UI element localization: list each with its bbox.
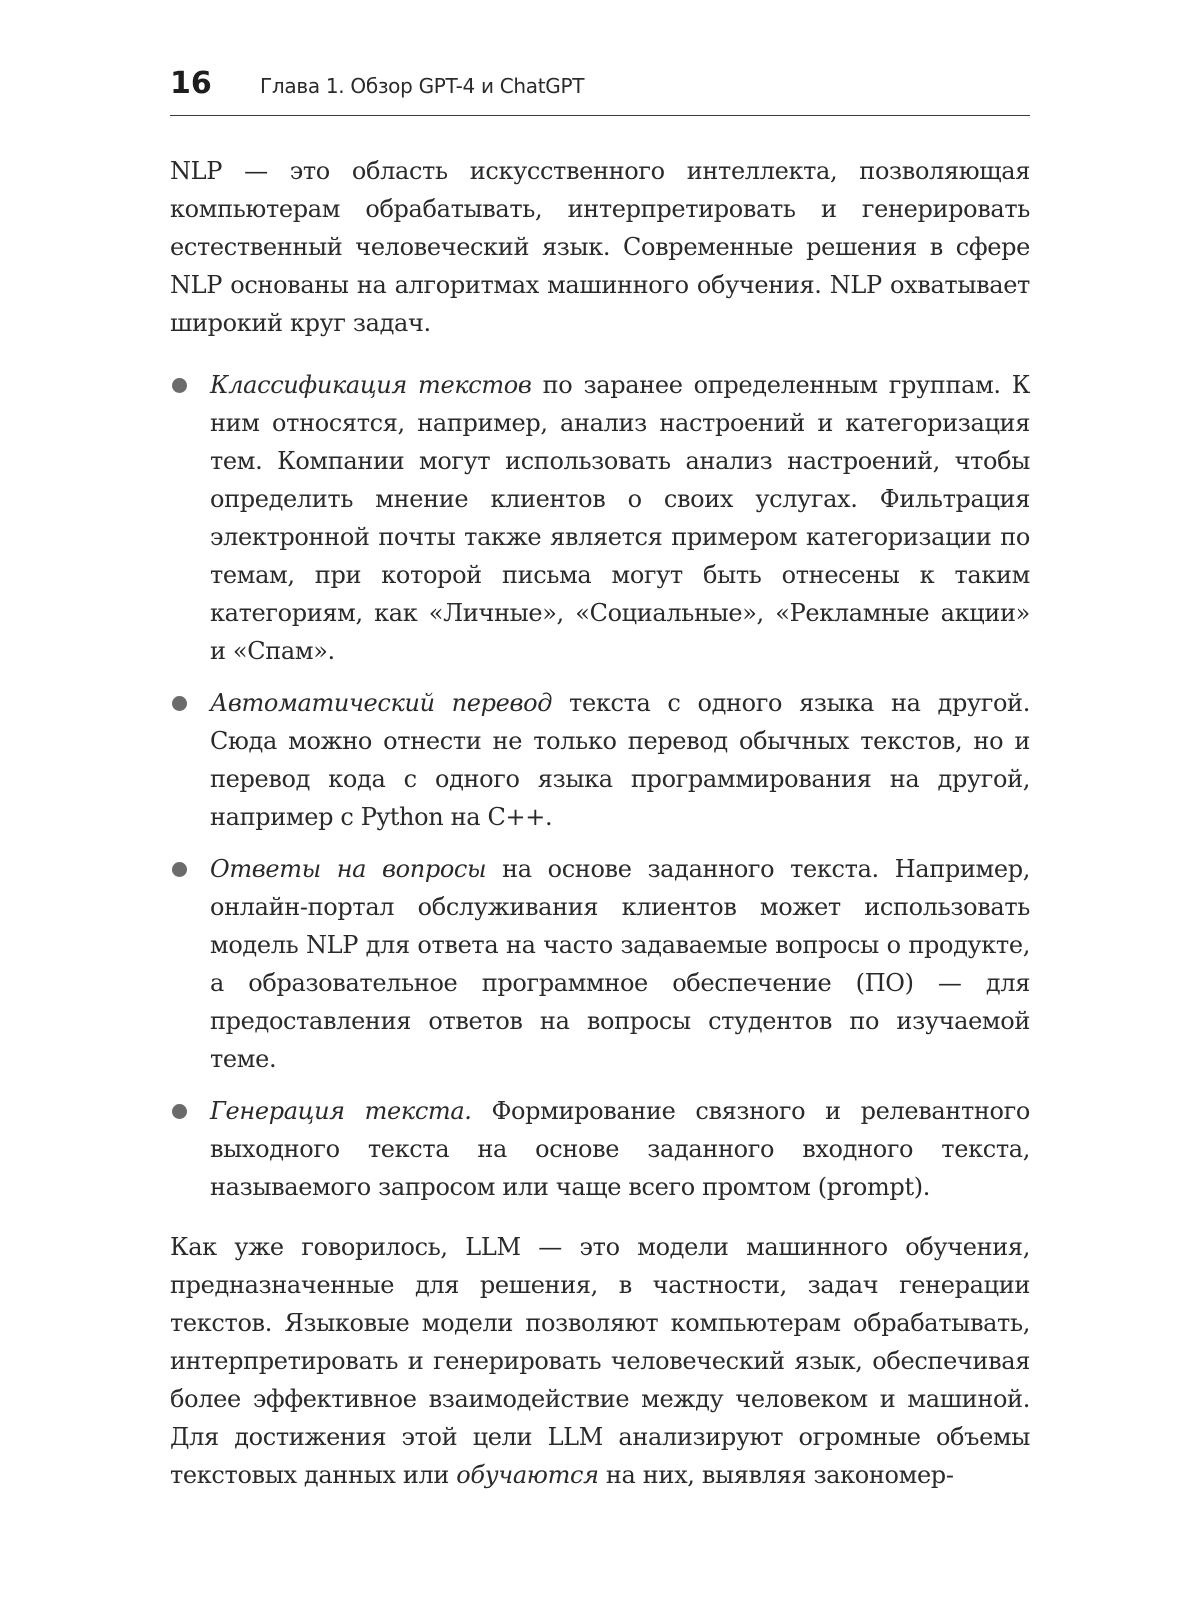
bullet-icon [172,862,187,877]
bullet-icon [172,696,187,711]
intro-paragraph: NLP — это область искусственного интеллекта, позволяющая компьютерам обрабатывать, интерпретировать и генерировать естественный человеческий язык. Современные решения в сфере NLP основаны на алгоритмах машинного обучения. NLP охватывает широкий круг задач. [170,157,1030,337]
task-list [170,366,1030,1206]
list-item-text: на основе заданного текста. Например, онлайн-портал обслуживания клиентов может использовать модель NLP для ответа на часто задаваемые вопросы о продукте, а образовательное программное обеспечение (ПО) — для предоставления ответов на вопросы студентов по изучаемой теме. [210,855,1031,1073]
outro-emphasis: обучаются [456,1461,599,1489]
page-header [170,66,1030,116]
list-item-term: Автоматический перевод [210,689,553,717]
outro-text-before: Как уже говорилось, LLM — это модели машинного обучения, предназначенные для решения, в частности, задач генерации текстов. Языковые модели позволяют компьютерам обрабатывать, интерпретировать и генерировать человеческий язык, обеспечивая более эффективное взаимодействие между человеком и машиной. Для достижения этой цели LLM анализируют огромные объемы текстовых данных или [170,1233,1030,1489]
list-item-text: Формирование связного и релевантного выходного текста на основе заданного входного текста, называемого запросом или чаще всего промтом (prompt). [210,1097,1030,1201]
page-number: 16 [170,66,212,101]
list-item-text: по заранее определенным группам. К ним относятся, например, анализ настроений и категоризация тем. Компании могут использовать анализ настроений, чтобы определить мнение клиентов о своих услугах. Фильтрация электронной почты также является примером категоризации по темам, при которой письма могут быть отнесены к таким категориям, как «Личные», «Социальные», «Рекламные акции» и «Спам». [210,371,1031,665]
book-page [170,66,1030,1494]
list-item [170,684,1030,836]
running-head: Глава 1. Обзор GPT-4 и ChatGPT [260,74,585,98]
list-item-term: Генерация текста. [210,1097,472,1125]
list-item-term: Ответы на вопросы [210,855,487,883]
list-item [170,850,1030,1078]
list-item-term: Классификация текстов [210,371,532,399]
bullet-icon [172,378,187,393]
list-item [170,366,1030,670]
list-item-text: текста с одного языка на другой. Сюда можно отнести не только перевод обычных текстов, но и перевод кода с одного языка программирования на другой, например с Python на C++. [210,689,1030,831]
outro-paragraph [170,1228,1030,1494]
bullet-icon [172,1104,187,1119]
outro-text-after: на них, выявляя закономер- [598,1461,954,1489]
list-item [170,1092,1030,1206]
